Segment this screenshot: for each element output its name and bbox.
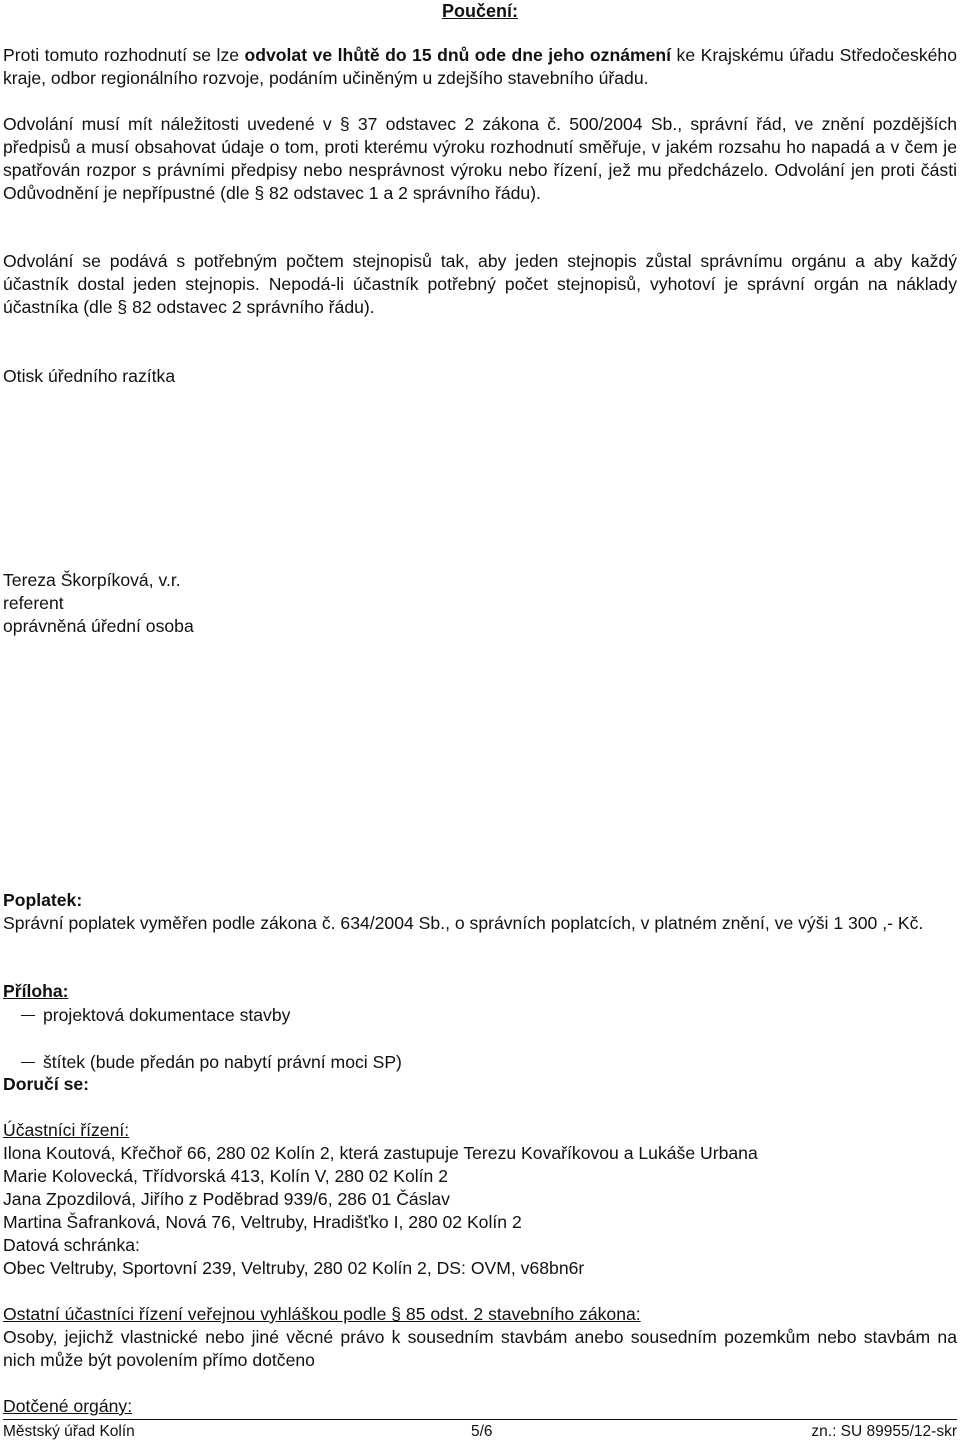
participant-line: Datová schránka: — [3, 1235, 140, 1255]
fee-label: Poplatek: — [3, 890, 83, 910]
participant-line: Jana Zpozdilová, Jiřího z Poděbrad 939/6, 286 01 Čáslav — [3, 1189, 450, 1209]
appeal-text-start: Proti tomuto rozhodnutí se lze — [3, 45, 245, 65]
participant-line: Martina Šafranková, Nová 76, Veltruby, Hradišťko I, 280 02 Kolín 2 — [3, 1212, 522, 1232]
document-page — [3, 0, 957, 1440]
other-participants-text: Osoby, jejichž vlastnické nebo jiné věcné právo k sousedním stavbám anebo sousedním pozemkům nebo stavbám na nich může být povolením přímo dotčeno — [3, 1327, 957, 1370]
signer-name: Tereza Škorpíková, v.r. — [3, 570, 181, 590]
appeal-text-end: ke Krajskému úřadu Středočeského kraje, odbor regionálního rozvoje, podáním učiněným u zdejšího stavebního úřadu. — [3, 45, 957, 88]
instructions-heading: Poučení: — [441, 1, 518, 21]
footer-reference: zn.: SU 89955/12-skr — [811, 1423, 957, 1440]
stamp-placeholder: Otisk úředního razítka — [3, 366, 176, 386]
signer-role: referent — [3, 593, 64, 613]
attachment-item — [3, 1051, 960, 1074]
appeal-requirements-paragraph: Odvolání musí mít náležitosti uvedené v § 37 odstavec 2 zákona č. 500/2004 Sb., správní řád, ve znění pozdějších předpisů a musí obsahovat údaje o tom, proti kterému výroku rozhodnutí směřuje, v jakém rozsahu ho napadá a v čem je spatřován rozpor s právními předpisy nebo nesprávnost výroku nebo řízení, jež mu předcházelo. Odvolání jen proti části Odůvodnění je nepřípustné (dle § 82 odstavec 1 a 2 správního řádu). — [3, 114, 957, 203]
participant-line: Marie Kolovecká, Třídvorská 413, Kolín V, 280 02 Kolín 2 — [3, 1166, 448, 1186]
appeal-deadline: odvolat ve lhůtě do 15 dnů ode dne jeho oznámení — [244, 45, 672, 65]
attachment-item — [3, 1004, 960, 1027]
deliver-label: Doručí se: — [3, 1074, 90, 1094]
copies-paragraph: Odvolání se podává s potřebným počtem stejnopisů tak, aby jeden stejnopis zůstal správnímu orgánu a aby každý účastník dostal jeden stejnopis. Nepodá-li účastník potřebný počet stejnopisů, vyhotoví je správní orgán na náklady účastníka (dle § 82 odstavec 2 správního řádu). — [3, 251, 957, 317]
footer-page-number: 5/6 — [471, 1423, 493, 1440]
participants-label: Účastníci řízení: — [3, 1120, 130, 1140]
affected-organs-label: Dotčené orgány: — [3, 1396, 133, 1416]
attachment-label: Příloha: — [3, 981, 69, 1001]
signer-authority: oprávněná úřední osoba — [3, 616, 194, 636]
footer-office: Městský úřad Kolín — [3, 1423, 135, 1440]
attachment-item-text: štítek (bude předán po nabytí právní moci SP) — [43, 1052, 402, 1072]
participant-line: Ilona Koutová, Křečhoř 66, 280 02 Kolín 2, která zastupuje Terezu Kovaříkovou a Lukáše Urbana — [3, 1143, 758, 1163]
other-participants-label: Ostatní účastníci řízení veřejnou vyhláškou podle § 85 odst. 2 stavebního zákona: — [3, 1304, 641, 1324]
appeal-paragraph — [3, 44, 957, 90]
attachment-item-text: projektová dokumentace stavby — [43, 1005, 291, 1025]
dash-bullet-icon — [21, 1015, 35, 1016]
dash-bullet-icon — [21, 1062, 35, 1063]
footer-divider — [3, 1419, 957, 1420]
fee-text: Správní poplatek vyměřen podle zákona č. 634/2004 Sb., o správních poplatcích, v platném znění, ve výši 1 300 ,- Kč. — [3, 913, 924, 933]
participant-line: Obec Veltruby, Sportovní 239, Veltruby, 280 02 Kolín 2, DS: OVM, v68bn6r — [3, 1258, 585, 1278]
